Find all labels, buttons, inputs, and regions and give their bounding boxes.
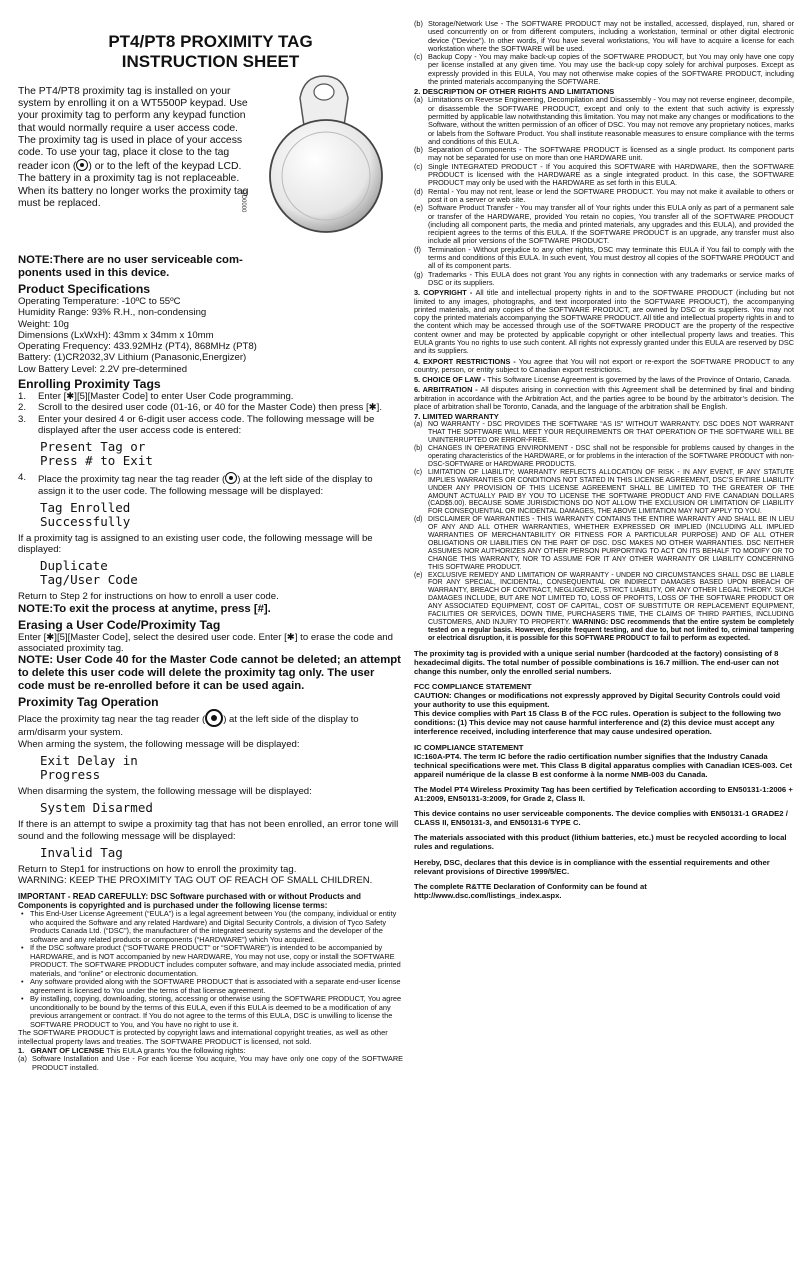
list-item: 1. Enter [✱][5][Master Code] to enter User Code programming.: [18, 391, 294, 403]
list-item: • Any software provided along with the SOFTWARE PRODUCT that is associated with a separate end-user license agreement is licensed to You under the terms of that license agreement.: [18, 978, 403, 995]
warranty-item: (e) EXCLUSIVE REMEDY AND LIMITATION OF WARRANTY - UNDER NO CIRCUMSTANCES SHALL DSC BE LIABLE FOR ANY SPECIAL, INCIDENTAL, CONSEQUENTIAL OR INDIRECT DAMAGES BASED UPON BREACH OF WARRANTY, BREACH OF CONTRACT, NEGLIGENCE, STRICT LIABILITY, OR ANY OTHER LEGAL THEORY. SUCH DAMAGES INCLUDE, BUT ARE NOT LIMITED TO, LOSS OF PROFITS, LOSS OF THE SOFTWARE PRODUCT OR ANY ASSOCIATED EQUIPMENT, COST OF CAPITAL, COST OF SUBSTITUTE OR REPLACEMENT EQUIPMENT, FACILITIES OR SERVICES, DOWN TIME, PURCHASERS TIME, THE CLAIMS OF THIRD PARTIES, INCLUDING CUSTOMERS, AND INJURY TO PROPERTY. WARNING: DSC recommends that the entire system be completely tested on a regular basis. However, despite frequent testing, and due to, but not limited to, criminal tampering or electrical disruption, it is possible for this SOFTWARE PRODUCT to fail to perform as expected.: [414, 571, 794, 642]
section-2-item: (g) Trademarks - This EULA does not grant You any rights in connection with any trademarks or service marks of DSC or its suppliers.: [414, 269, 794, 287]
no-serviceable-text: This device contains no user serviceable components. The device complies with EN50131-1 GRADE2 / CLASS II, EN50131-3, and EN50131-6 TYPE C.: [414, 809, 788, 828]
arming-text: When arming the system, the following message will be displayed:: [18, 738, 300, 750]
spec-line: Weight: 10g: [18, 318, 70, 330]
lcd-message: Invalid Tag: [40, 844, 123, 860]
left-column: [18, 0, 403, 1278]
important-notice: IMPORTANT - READ CAREFULLY: DSC Software purchased with or without Products and Components is copyrighted and is purchased under the following license terms:: [18, 892, 361, 911]
intro-section: [18, 86, 403, 254]
operation-heading: Proximity Tag Operation: [18, 695, 159, 710]
warranty-item: (c) LIMITATION OF LIABILITY; WARRANTY REFLECTS ALLOCATION OF RISK - IN ANY EVENT, IF ANY STATUTE IMPLIES WARRANTIES OR CONDITIONS NOT STATED IN THIS LICENSE AGREEMENT, DSC’S ENTIRE LIABILITY UNDER ANY PROVISION OF THIS LICENSE AGREEMENT SHALL BE LIMITED TO THE GREATER OF THE AMOUNT ACTUALLY PAID BY YOU TO LICENSE THE SOFTWARE PRODUCT AND FIVE CANADIAN DOLLARS (CAD$5.00). BECAUSE SOME JURISDICTIONS DO NOT ALLOW THE EXCLUSION OR LIMITATION OF LIABILITY FOR CONSEQUENTIAL OR INCIDENTAL DAMAGES, THE ABOVE LIMITATION MAY NOT APPLY TO YOU.: [414, 468, 794, 516]
list-item: 4. Place the proximity tag near the tag reader ( ) at the left side of the display to assign it to the user code. The following message will be displayed:: [18, 472, 373, 497]
spec-line: Dimensions (LxWxH): 43mm x 34mm x 10mm: [18, 329, 214, 341]
specs-list: [18, 296, 403, 375]
page-title: PT4/PT8 PROXIMITY TAG INSTRUCTION SHEET: [108, 32, 313, 71]
list-item: • By installing, copying, downloading, storing, accessing or otherwise using the SOFTWARE PRODUCT, You agree unconditionally to be bound by the terms of this EULA, even if this EULA is deemed to be a modification of any previous arrangement or contract. If You do not agree to the terms of this EULA, DSC is unwilling to license the SOFTWARE PRODUCT to You, and You have no right to use it.: [18, 995, 403, 1029]
lcd-message: Duplicate Tag/User Code: [40, 558, 138, 588]
serial-number-text: The proximity tag is provided with a unique serial number (hardcoded at the factory) consisting of 8 hexadecimal digits. The total number of possible combinations is 16.7 million. The end-user can not change this number, only the enrolled serial numbers.: [414, 648, 779, 676]
warranty-item: (d) DISCLAIMER OF WARRANTIES - THIS WARRANTY CONTAINS THE ENTIRE WARRANTY AND SHALL BE IN LIEU OF ANY AND ALL OTHER WARRANTIES, WHETHER EXPRESSED OR IMPLIED (INCLUDING ALL IMPLIED WARRANTIES OF MERCHANTABILITY OR FITNESS FOR A PARTICULAR PURPOSE) AND OF ALL OTHER OBLIGATIONS OR LIABILITIES ON THE PART OF DSC. DSC MAKES NO OTHER WARRANTIES. DSC NEITHER ASSUMES NOR AUTHORIZES ANY OTHER PERSON PURPORTING TO ACT ON ITS BEHALF TO MODIFY OR TO CHANGE THIS WARRANTY, NOR TO ASSUME FOR IT ANY OTHER WARRANTY OR LIABILITY CONCERNING THIS SOFTWARE PRODUCT.: [414, 516, 794, 571]
lcd-message: Present Tag or Press # to Exit: [40, 439, 153, 469]
lcd-message: Tag Enrolled Successfully: [40, 499, 131, 529]
section-6: 6. ARBITRATION - All disputes arising in connection with this Agreement shall be determined by final and binding arbitration in accordance with the Arbitration Act, and the parties agree to be bound by the arbitrator’s decision. The place of arbitration shall be Toronto, Canada, and the language of the arbitration shall be English.: [414, 385, 794, 412]
list-item: 2. Scroll to the desired user code (01-16, or 40 for the Master Code) then press [✱].: [18, 402, 382, 414]
swipe-text: If there is an attempt to swipe a proximity tag that has not been enrolled, an error tone will sound and the following message will be displayed:: [18, 819, 399, 842]
operation-text: Place the proximity tag near the tag reader ( ) at the left side of the display to arm/disarm your system.: [18, 709, 403, 738]
section-2-item: (b) Separation of Components - The SOFTWARE PRODUCT is licensed as a single product. Its component parts may not be separated for use on more than one HARDWARE unit.: [414, 145, 794, 163]
section-5: 5. CHOICE OF LAW - This Software License Agreement is governed by the laws of the Province of Ontario, Canada.: [414, 375, 792, 385]
figure-code: DO0000: [240, 190, 246, 213]
section-2-heading: 2. DESCRIPTION OF OTHER RIGHTS AND LIMITATIONS: [414, 87, 615, 97]
note-no-service: NOTE:There are no user serviceable com- ponents used in this device.: [18, 254, 243, 279]
spec-line: Low Battery Level: 2.2V pre-determined: [18, 363, 188, 375]
spec-line: Operating Frequency: 433.92MHz (PT4), 868MHz (PT8): [18, 341, 257, 353]
disarming-text: When disarming the system, the following message will be displayed:: [18, 785, 312, 797]
return-text: Return to Step 2 for instructions on how to enroll a user code.: [18, 591, 279, 603]
grant-item-a: (a) Software Installation and Use - For each license You acquire, You may have only one copy of the SOFTWARE PRODUCT installed.: [18, 1054, 403, 1072]
list-item: • This End-User License Agreement (“EULA”) is a legal agreement between You (the company, individual or entity who acquired the Software and any related Hardware) and Digital Security Controls, a division of Tyco Safety Products Canada Ltd. (“DSC”), the manufacturer of the integrated security systems and the developer of the software and any related products or components (“HARDWARE”) which You acquired.: [18, 910, 403, 944]
rtte-text: The complete R&TTE Declaration of Conformity can be found at http://www.dsc.com/listings_index.aspx.: [414, 881, 647, 900]
fcc-caution: CAUTION: Changes or modifications not expressly approved by Digital Security Controls could void your authority to use this equipment.: [414, 691, 781, 710]
lcd-message: System Disarmed: [40, 800, 153, 816]
enroll-steps: [18, 391, 403, 436]
list-item: 3. Enter your desired 4 or 6-digit user access code. The following message will be displayed after the user access code is entered:: [18, 413, 375, 436]
intro-text: The PT4/PT8 proximity tag is installed on your system by enrolling it on a WT5500P keypad. Use your proximity tag to perform any keypad function that would normally require a user access code. The proximity tag is used in place of your access code. To use your tag, place it close to the tag reader icon ( ) or to the left of the keypad LCD. The battery in a proximity tag is not replaceable. When its battery no longer works the proximity tag must be replaced.: [18, 86, 249, 209]
section-2-item: (d) Rental - You may not rent, lease or lend the SOFTWARE PRODUCT. You may not make it available to others or post it on a server or web site.: [414, 186, 794, 204]
assigned-text: If a proximity tag is assigned to an existing user code, the following message will be displayed:: [18, 532, 373, 556]
enroll-heading: Enrolling Proximity Tags: [18, 377, 161, 392]
warranty-item: (a) NO WARRANTY - DSC PROVIDES THE SOFTWARE “AS IS” WITHOUT WARRANTY. DSC DOES NOT WARRANT THAT THE SOFTWARE WILL MEET YOUR REQUIREMENTS OR THAT OPERATION OF THE SOFTWARE WILL BE UNINTERRUPTED OR ERROR-FREE.: [414, 421, 794, 445]
warning-text: WARNING: KEEP THE PROXIMITY TAG OUT OF REACH OF SMALL CHILDREN.: [18, 875, 373, 887]
grant-license: 1. GRANT OF LICENSE This EULA grants You the following rights:: [18, 1045, 246, 1055]
list-item: • If the DSC software product (“SOFTWARE PRODUCT” or “SOFTWARE”) is intended to be accompanied by HARDWARE, and is NOT accompanied by new HARDWARE, You may not use, copy or install the SOFTWARE PRODUCT. The SOFTWARE PRODUCT includes computer software, and may include associated media, printed materials, and “online” or electronic documentation.: [18, 944, 403, 978]
ic-text: IC:160A-PT4. The term IC before the radio certification number signifies that the Industry Canada technical specifications were met. This Class B digital apparatus complies with Canadian ICES-003. Cet appareil numérique de la classe B est conforme à la norme NMB-003 du Canada.: [414, 751, 793, 779]
specs-heading: Product Specifications: [18, 282, 151, 296]
section-2-item: (a) Limitations on Reverse Engineering, Decompilation and Disassembly - You may not reverse engineer, decompile, or disassemble the SOFTWARE PRODUCT, except and only to the extent that such activity is expressly permitted by applicable law notwithstanding this limitation. You may not make any changes or modifications to the Software, without the written permission of an officer of DSC. You may not remove any proprietary notices, marks or labels from the Software Product. You shall institute reasonable measures to ensure compliance with the terms and conditions of this EULA.: [414, 95, 794, 146]
spec-line: Operating Temperature: -10ºC to 55ºC: [18, 296, 181, 307]
spec-line: Battery: (1)CR2032,3V Lithium (Panasonic,Energizer): [18, 352, 247, 364]
recycle-text: The materials associated with this product (lithium batteries, etc.) must be recycled according to local rules and regulations.: [414, 833, 787, 852]
erase-heading: Erasing a User Code/Proximity Tag: [18, 617, 221, 632]
lcd-message: Exit Delay in Progress: [40, 752, 138, 782]
section-4: 4. EXPORT RESTRICTIONS - You agree that You will not export or re-export the SOFTWARE PRODUCT to any country, person, or entity subject to Canadian export restrictions.: [414, 356, 794, 374]
grant-item-c: (c) Backup Copy - You may make back-up copies of the SOFTWARE PRODUCT, but You may only have one copy per license installed at any given time. You may use the back-up copy solely for archival purposes. Except as expressly provided in this EULA, You may not otherwise make copies of the SOFTWARE PRODUCT, including the printed materials accompanying the SOFTWARE.: [414, 52, 794, 87]
section-2-item: (c) Single INTEGRATED PRODUCT - If You acquired this SOFTWARE with HARDWARE, then the SOFTWARE PRODUCT is licensed with the HARDWARE as a single integrated product. In this case, the SOFTWARE PRODUCT may only be used with the HARDWARE as set forth in this EULA.: [414, 161, 794, 188]
protected-text: The SOFTWARE PRODUCT is protected by copyright laws and international copyright treaties, as well as other intellectual property laws and treaties. The SOFTWARE PRODUCT is licensed, not sold.: [18, 1028, 388, 1047]
fcc-heading: FCC COMPLIANCE STATEMENT: [414, 682, 532, 692]
tag-reader-icon: [225, 472, 237, 484]
fcc-part15: This device complies with Part 15 Class B of the FCC rules. Operation is subject to the following two conditions: (1) This device may not cause harmful interference and (2) this device must accept any interference received, including interference that may cause undesired operation.: [414, 709, 781, 737]
right-column: [414, 0, 794, 1278]
note-exit: NOTE:To exit the process at anytime, press [#].: [18, 602, 271, 615]
section-2-item: (f) Termination - Without prejudice to any other rights, DSC may terminate this EULA if You fail to comply with the terms and conditions of this EULA. In such event, You must destroy all copies of the SOFTWARE PRODUCT and all of its component parts.: [414, 244, 794, 271]
warranty-item: (b) CHANGES IN OPERATING ENVIRONMENT - DSC shall not be responsible for problems caused by changes in the operating characteristics of the HARDWARE, or for problems in the interaction of the SOFTWARE PRODUCT with non-DSC-SOFTWARE or HARDWARE PRODUCTS.: [414, 445, 794, 468]
tag-reader-icon: [205, 709, 223, 727]
section-2-item: (e) Software Product Transfer - You may transfer all of Your rights under this EULA only as part of a permanent sale or transfer of the HARDWARE, provided You retain no copies, You transfer all of the SOFTWARE PRODUCT (including all component parts, the media and printed materials, any upgrades and this EULA), and provided the recipient agrees to the terms of this EULA. If the SOFTWARE PRODUCT is an upgrade, any transfer must also include all prior versions of the SOFTWARE PRODUCT.: [414, 203, 794, 246]
return-text: Return to Step1 for instructions on how to enroll the proximity tag.: [18, 863, 297, 875]
telefication-text: The Model PT4 Wireless Proximity Tag has been certified by Telefication according to EN50131-1:2006 + A1:2009, EN50131-3:2009, for Grade 2, Class II.: [414, 784, 793, 804]
grant-item-b: (b) Storage/Network Use - The SOFTWARE PRODUCT may not be installed, accessed, displayed, run, shared or used concurrently on or from different computers, including a workstation, terminal or other digital electronic device (“Device”). In other words, if You have several workstations, You will have to acquire a license for each workstation where the SOFTWARE will be used.: [414, 19, 794, 53]
enroll-step-4: [18, 472, 403, 497]
erase-note: NOTE: User Code 40 for the Master Code cannot be deleted; an attempt to delete this user code will delete the proximity tag only. The user code must be re-enrolled before it can be used again.: [18, 654, 401, 693]
spec-line: Humidity Range: 93% R.H., non-condensing: [18, 307, 207, 319]
license-bullets: [18, 910, 403, 1029]
proximity-tag-illustration: [264, 68, 403, 238]
section-3: 3. COPYRIGHT - All title and intellectual property rights in and to the SOFTWARE PRODUCT (including but not limited to any images, photographs, and text incorporated into the SOFTWARE PRODUCT), the accompanying printed materials, and any copies of the SOFTWARE PRODUCT, are owned by DSC or its suppliers. You may not copy the printed materials accompanying the SOFTWARE PRODUCT. All title and intellectual property rights in and to the content which may be accessed through use of the SOFTWARE PRODUCT are the property of the respective content owner and may be protected by applicable copyright or other intellectual property laws and treaties. This EULA grants You no rights to use such content. All rights not expressly granted under this EULA are reserved by DSC and its suppliers.: [414, 288, 794, 356]
tag-reader-icon: [76, 159, 88, 171]
ic-heading: IC COMPLIANCE STATEMENT: [414, 742, 524, 752]
section-7-heading: 7. LIMITED WARRANTY: [414, 412, 499, 422]
erase-text: Enter [✱][5][Master Code], select the desired user code. Enter [✱] to erase the code and associated proximity tag.: [18, 631, 393, 655]
declaration-text: Hereby, DSC, declares that this device is in compliance with the essential requirements and other relevant provisions of Directive 1999/5/EC.: [414, 857, 770, 876]
